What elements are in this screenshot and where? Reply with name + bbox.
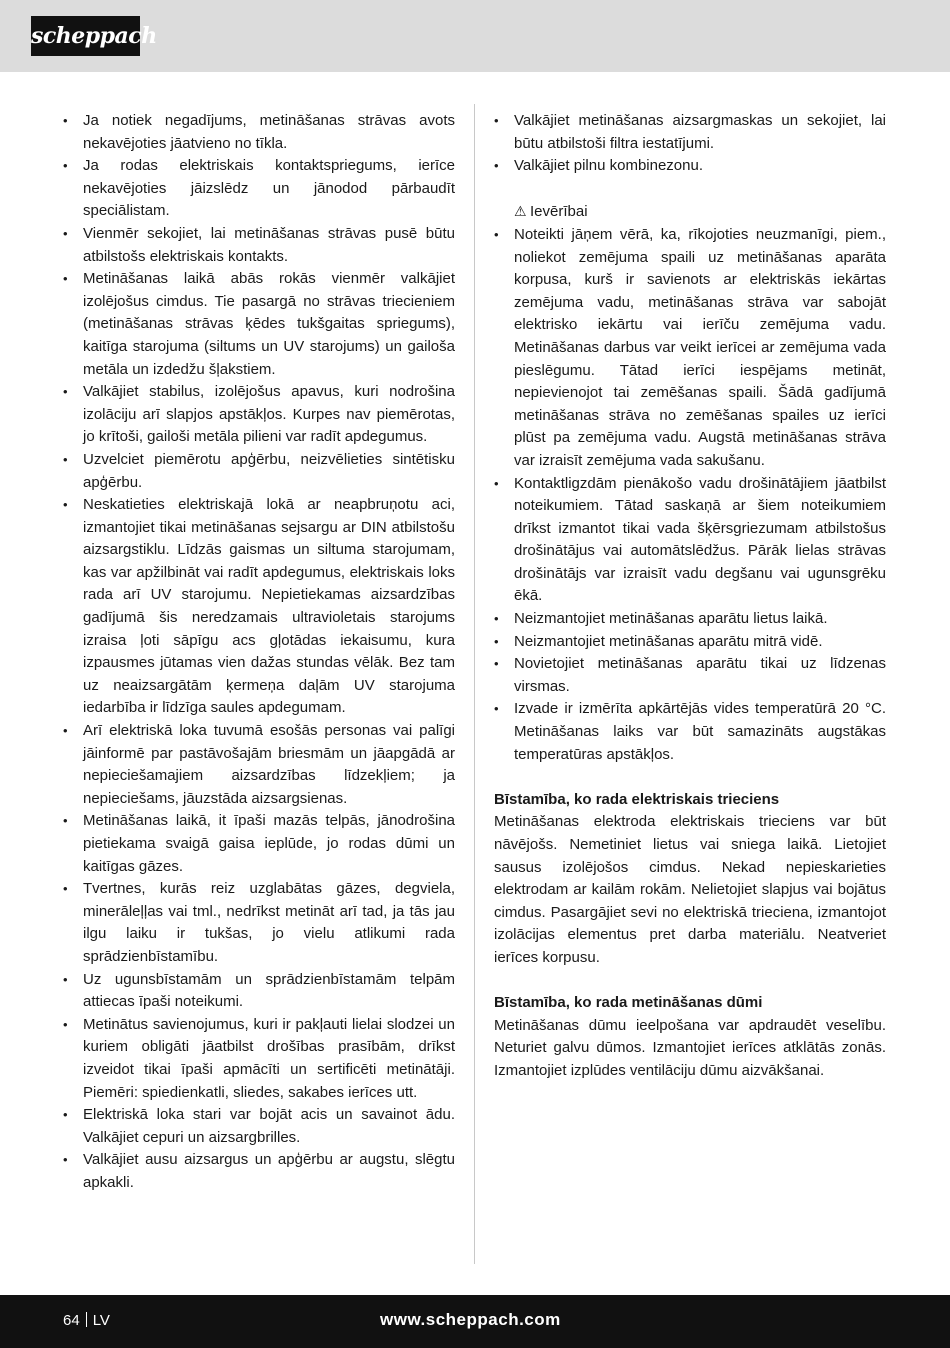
list-item: • Izvade ir izmērīta apkārtējās vides temperatūrā 20 °C. Metināšanas laiks var būt samazināts augstākas temperatūras apstākļos.: [494, 700, 886, 763]
bullet-icon: •: [63, 881, 68, 897]
bullet-icon: •: [63, 113, 68, 128]
bullet-icon: •: [63, 813, 68, 829]
list-item: • Neizmantojiet metināšanas aparātu mitrā vidē.: [494, 631, 886, 654]
fumes-section-text: Metināšanas dūmu ieelpošana var apdraudēt veselību. Neturiet galvu dūmos. Izmantojiet ierīces atklātās zonās. Izmantojiet izplūdes ventilāciju dūmu aizvākšanai.: [494, 1016, 886, 1079]
left-column: [63, 110, 455, 1195]
list-item: • Metinātus savienojumus, kuri ir pakļauti lielai slodzei un kuriem obligāti jāatbilst drošības prasībām, drīkst izveidot tikai īpaši apmācīti un sertificēti metinātāji. Piemēri: spiedienkatli, sliedes, sakabes ierīces utt.: [63, 1015, 455, 1101]
bullet-icon: •: [63, 971, 68, 987]
list-item: • Tvertnes, kurās reiz uzglabātas gāzes, degviela, minerāleļļas vai tml., nedrīkst metināt arī tad, ja tās jau ilgu laiku ir tukšas, jo vielu atlikumi rada sprādzienbīstamību.: [63, 880, 455, 965]
list-item: • Neizmantojiet metināšanas aparātu lietus laikā.: [494, 608, 886, 631]
page-header: [0, 0, 950, 72]
bullet-icon: •: [63, 271, 68, 287]
list-item: • Novietojiet metināšanas aparātu tikai uz līdzenas virsmas.: [494, 655, 886, 695]
list-item: • Vienmēr sekojiet, lai metināšanas strāvas pusē būtu atbilstošs elektriskais kontakts.: [63, 224, 455, 265]
bullet-icon: •: [494, 113, 499, 128]
shock-section-heading: Bīstamība, ko rada elektriskais trieciens: [494, 790, 780, 808]
page-footer: [0, 1295, 950, 1348]
right-column: [494, 110, 886, 1083]
list-item: • Kontaktligzdām pienākošo vadu drošinātājiem jāatbilst noteikumiem. Tātad saskaņā ar šiem noteikumiem drīkst izmantot tikai vada šķērsgriezumam atbilstošus drošinātājus vai automātslēdžus. Pārāk lielas strāvas drošinātājs var izraisīt vadu degšanu vai ugunsgrēku ēkā.: [494, 474, 886, 605]
language-code: LV: [92, 1312, 110, 1329]
bullet-icon: •: [63, 225, 68, 241]
footer-separator: [86, 1312, 87, 1327]
list-item: • Noteikti jāņem vērā, ka, rīkojoties neuzmanīgi, piem., noliekot zemējuma spaili uz metināšanas aparāta korpusa, kurš ir savienots ar elektriskās iekārtas zemējuma vadu, metināšanas strāva var sabojāt elektrisko iekārtu vai ierīču zemējuma vadu. Metināšanas darbus var veikt ierīcei ar zemējuma vada pieslēgumu. Tātad ierīci iespējams metināt, nepievienojot tai zemēšanas spaili. Šādā gadījumā metināšanas strāva no zemēšanas spailes uz ierīci plūst pa zemējuma vadu. Augstā metināšanas strāva var izraisīt zemējuma vada sakušanu.: [494, 225, 886, 469]
bullet-icon: •: [494, 656, 499, 672]
safety-list-left: [63, 110, 455, 1195]
safety-list-warning: [494, 224, 886, 766]
bullet-icon: •: [63, 1107, 68, 1123]
list-item: • Uz ugunsbīstamām un sprādzienbīstamām telpām attiecas īpaši noteikumi.: [63, 970, 455, 1011]
list-item: • Metināšanas laikā abās rokās vienmēr valkājiet izolējošus cimdus. Tie pasargā no strāvas triecieniem (metināšanas strāvas ķēdes tukšgaitas spriegums), kaitīga starojuma (siltums un UV starojums) un gailoša metāla un izdedžu šļakstiem.: [63, 270, 455, 378]
list-item: • Valkājiet ausu aizsargus un apģērbu ar augstu, slēgtu apkakli.: [63, 1151, 455, 1191]
list-item: • Elektriskā loka stari var bojāt acis un savainot ādu. Valkājiet cepuri un aizsargbrilles.: [63, 1106, 455, 1146]
bullet-icon: •: [494, 701, 499, 717]
scheppach-logo: scheppach: [31, 16, 140, 56]
bullet-icon: •: [494, 611, 499, 627]
list-item: • Ja notiek negadījums, metināšanas strāvas avots nekavējoties jāatvieno no tīkla.: [63, 112, 455, 152]
bullet-icon: •: [63, 1016, 68, 1032]
page-number-block: [63, 1310, 110, 1332]
shock-section-text: Metināšanas elektroda elektriskais trieciens var būt nāvējošs. Nemetiniet lietus vai sniega laikā. Lietojiet sausus izolējošos cimdus. Nekad nepieskarieties elektrodam ar kailām rokām. Nelietojiet slapjus vai bojātus cimdus. Pasargājiet sevi no elektriskā trieciena, izmantojot izolācijas elementus pret darba materiālu. Neatveriet ierīces korpusu.: [494, 813, 886, 966]
bullet-icon: •: [63, 384, 68, 400]
bullet-icon: •: [63, 723, 68, 739]
website-link[interactable]: www.scheppach.com: [380, 1310, 561, 1329]
bullet-icon: •: [494, 226, 499, 242]
list-item: • Arī elektriskā loka tuvumā esošās personas vai palīgi jāinformē par pastāvošajām briesmām un jāapgādā ar nepieciešamajiem aizsardzības līdzekļiem; ja nepieciešams, jāuzstāda aizsargsienas.: [63, 722, 455, 807]
list-item: • Valkājiet metināšanas aizsargmaskas un sekojiet, lai būtu atbilstoši filtra iestatījumi.: [494, 112, 886, 152]
column-divider: [474, 104, 475, 1264]
warning-triangle-icon: ⚠: [514, 203, 527, 220]
bullet-icon: •: [494, 475, 499, 491]
list-item: • Neskatieties elektriskajā lokā ar neapbruņotu aci, izmantojiet tikai metināšanas sejsargu ar DIN atbilstošu aizsargstiklu. Līdzās gaismas un siltuma starojumam, kas var apžilbināt vai radīt apdegumus, elektriskais loks rada arī UV starojumu. Nepietiekamas aizsardzības gadījumā šis neredzamais ultravioletais starojums izraisa ļoti sāpīgu acs gļotādas iekaisumu, kura izpausmes jūtamas vien dažas stundas vēlāk. Bez tam uz neaizsargātām ķermeņa daļām UV starojuma iedarbība ir līdzīga saules apdegumam.: [63, 496, 455, 717]
list-item: • Ja rodas elektriskais kontaktspriegums, ierīce nekavējoties jāizslēdz un jānodod pārbaudīt speciālistam.: [63, 157, 455, 220]
safety-list-right-top: [494, 110, 886, 178]
bullet-icon: •: [63, 497, 68, 513]
list-item: • Valkājiet pilnu kombinezonu.: [494, 155, 886, 178]
bullet-icon: •: [63, 451, 68, 467]
bullet-icon: •: [494, 158, 499, 174]
warning-heading: ⚠ Ievērībai: [494, 200, 886, 224]
bullet-icon: •: [494, 633, 499, 649]
bullet-icon: •: [63, 158, 68, 174]
list-item: • Metināšanas laikā, it īpaši mazās telpās, jānodrošina pietiekama svaigā gaisa ieplūde, jo rodas dūmi un kaitīgas gāzes.: [63, 812, 455, 875]
list-item: • Valkājiet stabilus, izolējošus apavus, kuri nodrošina izolāciju arī slapjos apstākļos. Kurpes nav piemērotas, jo krītoši, gailoši metāla pilieni var radīt apdegumus.: [63, 383, 455, 446]
fumes-section-heading: Bīstamība, ko rada metināšanas dūmi: [494, 994, 763, 1012]
list-item: • Uzvelciet piemērotu apģērbu, neizvēlieties sintētisku apģērbu.: [63, 450, 455, 491]
bullet-icon: •: [63, 1152, 68, 1168]
page-number: 64: [63, 1312, 80, 1329]
